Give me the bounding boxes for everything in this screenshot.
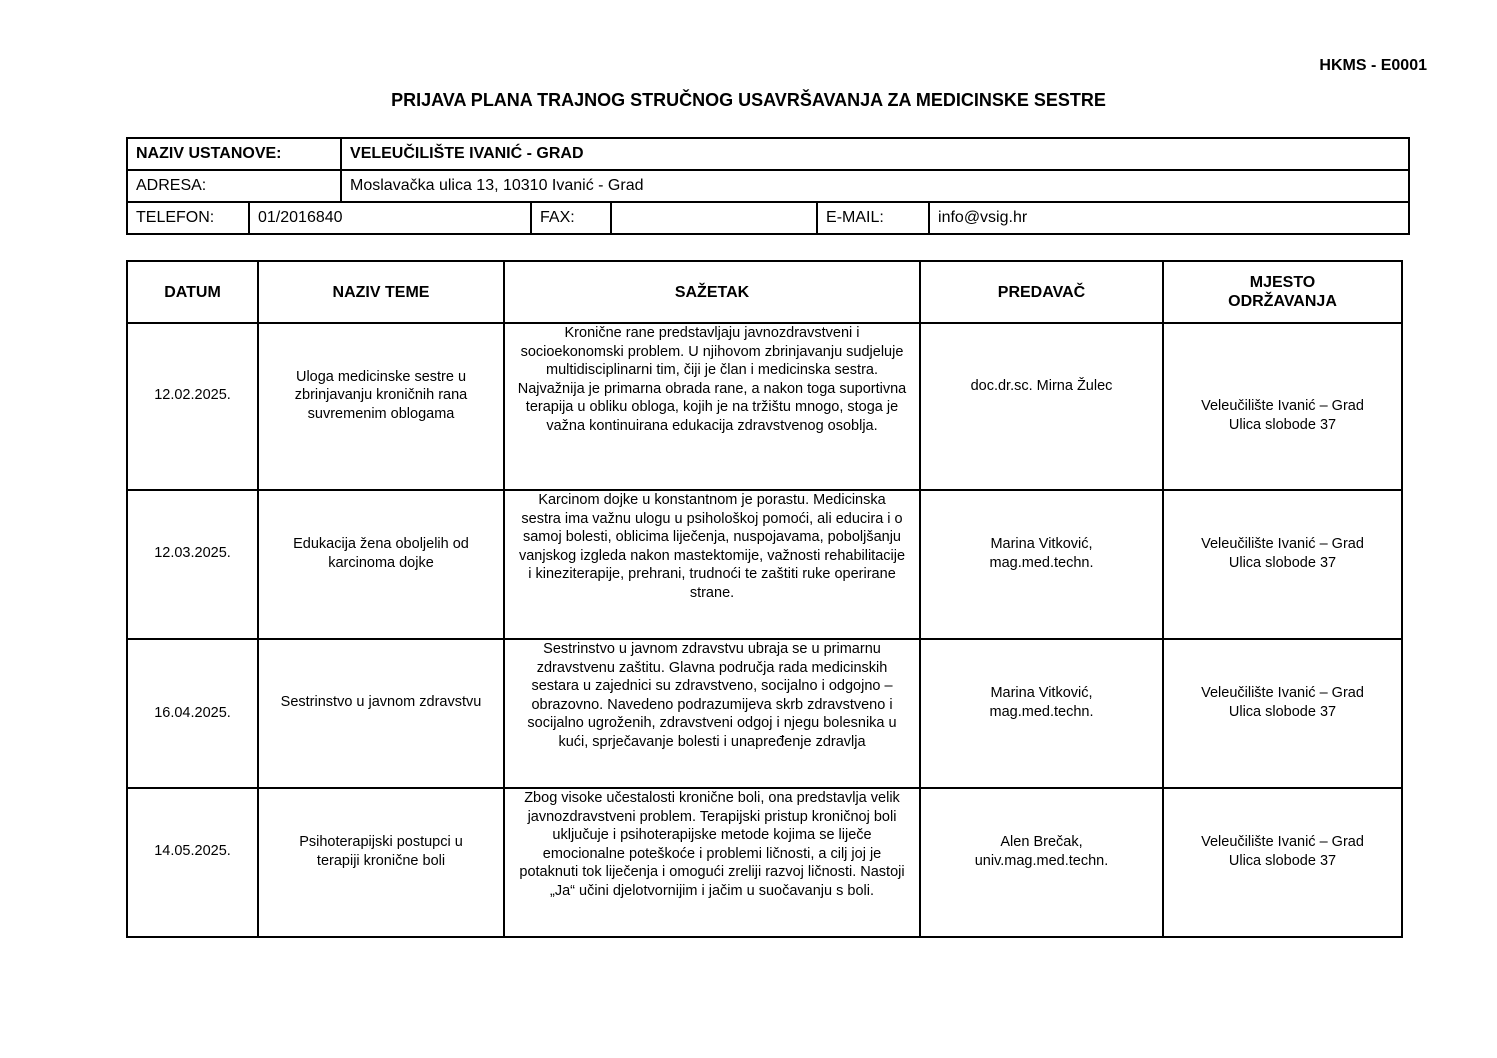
phone-value: 01/2016840 bbox=[249, 202, 531, 234]
row-topic: Edukacija žena oboljelih od karcinoma dojke bbox=[258, 490, 504, 639]
email-value: info@vsig.hr bbox=[929, 202, 1409, 234]
row-date: 12.03.2025. bbox=[127, 490, 258, 639]
document-title: PRIJAVA PLANA TRAJNOG STRUČNOG USAVRŠAVANJA ZA MEDICINSKE SESTRE bbox=[391, 90, 1106, 110]
row-lecturer: Marina Vitković, mag.med.techn. bbox=[920, 639, 1163, 788]
row-summary: Kronične rane predstavljaju javnozdravstveni i socioekonomski problem. U njihovom zbrinjavanju sudjeluje multidisciplinarni tim, čiji je član i medicinska sestra. Najvažnija je primarna obrada rane, a nakon toga suportivna terapija u obliku obloga, kojih je na tržištu mnogo, stoga je važna kontinuirana edukacija zdravstvenog osoblja. bbox=[504, 323, 920, 490]
institution-info-table bbox=[126, 137, 1410, 235]
table-row bbox=[127, 639, 1402, 788]
row-location: Veleučilište Ivanić – Grad Ulica slobode 37 bbox=[1163, 639, 1402, 788]
address-label: ADRESA: bbox=[127, 170, 341, 202]
row-summary: Zbog visoke učestalosti kronične boli, ona predstavlja velik javnozdravstveni problem. Terapijski pristup kroničnoj boli uključuje i psihoterapijske metode kojima se liječe emocionalne poteškoće i problemi ličnosti, a cilj joj je potaknuti tok liječenja i omogući zreliji razvoj ličnosti. Nastoji „Ja“ učini djelotvornijim i jačim u suočavanju s boli. bbox=[504, 788, 920, 937]
fax-value bbox=[611, 202, 817, 234]
table-row bbox=[127, 490, 1402, 639]
institution-name-row bbox=[127, 138, 1409, 170]
row-summary: Sestrinstvo u javnom zdravstvu ubraja se u primarnu zdravstvenu zaštitu. Glavna područja rada medicinskih sestara u zajednici su zdravstveno, socijalno i odgojno – obrazovno. Navedeno podrazumijeva skrb zdravstveno i socijalno ugroženih, zdravstveni odgoj i njegu bolesnika u kući, sprječavanje bolesti i unapređenje zdravlja bbox=[504, 639, 920, 788]
table-row bbox=[127, 788, 1402, 937]
row-location: Veleučilište Ivanić – Grad Ulica slobode 37 bbox=[1163, 788, 1402, 937]
row-location: Veleučilište Ivanić – Grad Ulica slobode 37 bbox=[1163, 490, 1402, 639]
institution-name-value: VELEUČILIŠTE IVANIĆ - GRAD bbox=[341, 138, 1409, 170]
row-date: 14.05.2025. bbox=[127, 788, 258, 937]
header-date: DATUM bbox=[127, 261, 258, 323]
plan-header-row bbox=[127, 261, 1402, 323]
row-lecturer: doc.dr.sc. Mirna Žulec bbox=[920, 323, 1163, 490]
row-topic: Sestrinstvo u javnom zdravstvu bbox=[258, 639, 504, 788]
row-lecturer: Alen Brečak, univ.mag.med.techn. bbox=[920, 788, 1163, 937]
education-plan-table bbox=[126, 260, 1403, 938]
row-lecturer: Marina Vitković, mag.med.techn. bbox=[920, 490, 1163, 639]
table-row bbox=[127, 323, 1402, 490]
row-topic: Psihoterapijski postupci u terapiji kronične boli bbox=[258, 788, 504, 937]
header-topic: NAZIV TEME bbox=[258, 261, 504, 323]
institution-name-label: NAZIV USTANOVE: bbox=[127, 138, 341, 170]
institution-contact-row bbox=[127, 202, 1409, 234]
row-topic: Uloga medicinske sestre u zbrinjavanju kroničnih rana suvremenim oblogama bbox=[258, 323, 504, 490]
address-value: Moslavačka ulica 13, 10310 Ivanić - Grad bbox=[341, 170, 1409, 202]
header-summary: SAŽETAK bbox=[504, 261, 920, 323]
row-summary: Karcinom dojke u konstantnom je porastu. Medicinska sestra ima važnu ulogu u psihološkoj pomoći, ali educira i o samoj bolesti, oblicima liječenja, nuspojavama, poboljšanju vanjskog izgleda nakon mastektomije, važnosti rehabilitacije i kineziterapije, prehrani, trudnoći te zaštiti ruke operirane strane. bbox=[504, 490, 920, 639]
header-lecturer: PREDAVAČ bbox=[920, 261, 1163, 323]
row-date: 12.02.2025. bbox=[127, 323, 258, 490]
row-location: Veleučilište Ivanić – Grad Ulica slobode 37 bbox=[1163, 323, 1402, 490]
email-label: E-MAIL: bbox=[817, 202, 929, 234]
header-location: MJESTO ODRŽAVANJA bbox=[1163, 261, 1402, 323]
row-date: 16.04.2025. bbox=[127, 639, 258, 788]
fax-label: FAX: bbox=[531, 202, 611, 234]
form-code: HKMS - E0001 bbox=[1319, 57, 1427, 74]
phone-label: TELEFON: bbox=[127, 202, 249, 234]
institution-address-row bbox=[127, 170, 1409, 202]
